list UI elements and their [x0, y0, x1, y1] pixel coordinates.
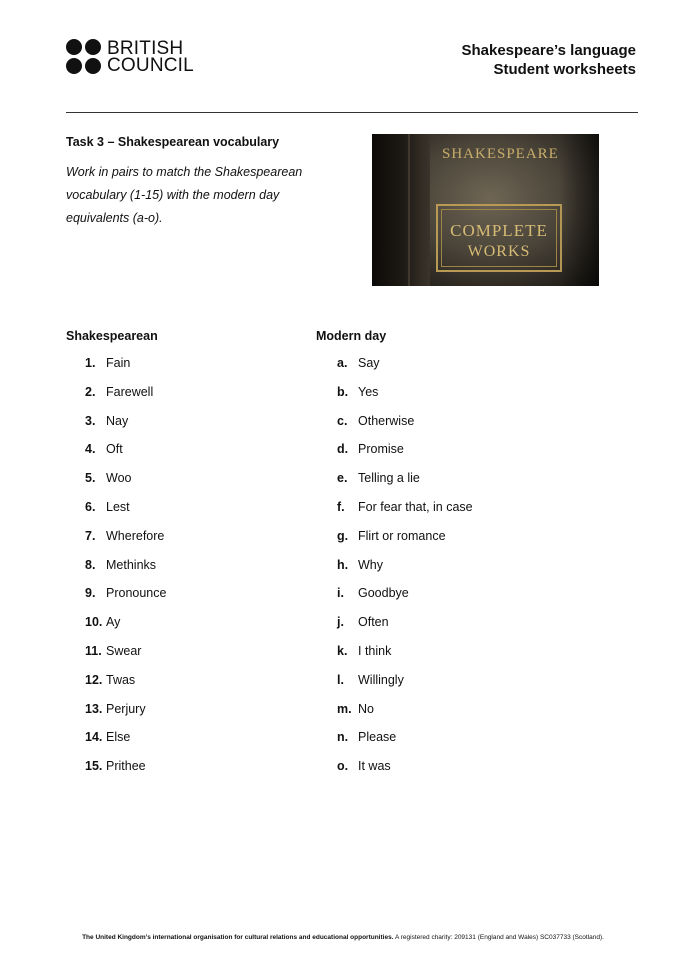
modern-day-list [337, 356, 473, 788]
footer-charity-notice [0, 934, 686, 941]
book-label-line2: WORKS [467, 243, 531, 260]
list-item: h. Why [337, 557, 383, 572]
list-item: g. Flirt or romance [337, 528, 446, 543]
list-item: 15. Prithee [85, 759, 146, 774]
shakespearean-list [85, 356, 166, 788]
british-council-logo [66, 39, 194, 74]
list-item: j. Often [337, 615, 389, 630]
list-item: 10. Ay [85, 615, 121, 630]
list-item: d. Promise [337, 442, 404, 457]
shakespearean-heading: Shakespearean [66, 329, 158, 343]
modern-day-heading: Modern day [316, 329, 387, 343]
list-item: a. Say [337, 356, 380, 370]
logo-line2: COUNCIL [107, 54, 194, 76]
list-item: 9. Pronounce [85, 586, 167, 601]
list-item: 13. Perjury [85, 701, 146, 716]
list-item: 1. Fain [85, 356, 131, 370]
list-item: 11. Swear [85, 643, 142, 658]
list-item: f. For fear that, in case [337, 499, 473, 514]
list-item: 3. Nay [85, 413, 129, 428]
list-item: 4. Oft [85, 442, 123, 457]
list-item: c. Otherwise [337, 413, 415, 428]
book-spine-title: SHAKESPEARE [442, 146, 559, 162]
list-item: l. Willingly [337, 672, 404, 687]
document-title-line1: Shakespeare’s language [461, 42, 636, 59]
list-item: i. Goodbye [337, 586, 409, 601]
list-item: 7. Wherefore [85, 528, 165, 543]
task-instructions: Work in pairs to match the Shakespearean vocabulary (1-15) with the modern day equivalents (a-o). [66, 165, 303, 225]
list-item: m. No [337, 701, 374, 716]
list-item: 2. Farewell [85, 384, 154, 399]
list-item: 8. Methinks [85, 557, 157, 572]
task-title: Task 3 – Shakespearean vocabulary [66, 135, 280, 149]
document-title [461, 41, 636, 79]
list-item: o. It was [337, 759, 391, 774]
header-divider [66, 112, 638, 113]
list-item: n. Please [337, 730, 397, 745]
shakespeare-book-image [372, 134, 599, 286]
list-item: b. Yes [337, 384, 379, 399]
book-label [436, 204, 562, 272]
list-item: k. I think [337, 643, 392, 658]
logo-line1: BRITISH [107, 37, 184, 59]
list-item: 5. Woo [85, 471, 132, 486]
list-item: 12. Twas [85, 672, 136, 687]
footer-organisation-statement: The United Kingdom’s international organisation for cultural relations and educational opportunities. [82, 934, 394, 941]
list-item: 6. Lest [85, 499, 130, 514]
list-item: e. Telling a lie [337, 471, 420, 486]
logo-dots-icon [66, 39, 101, 74]
footer-charity-registration: A registered charity: 209131 (England and Wales) SC037733 (Scotland). [394, 934, 604, 941]
logo-wordmark [107, 37, 194, 76]
list-item: 14. Else [85, 730, 131, 745]
document-title-line2: Student worksheets [493, 61, 636, 78]
book-label-line1: COMPLETE [450, 221, 548, 240]
